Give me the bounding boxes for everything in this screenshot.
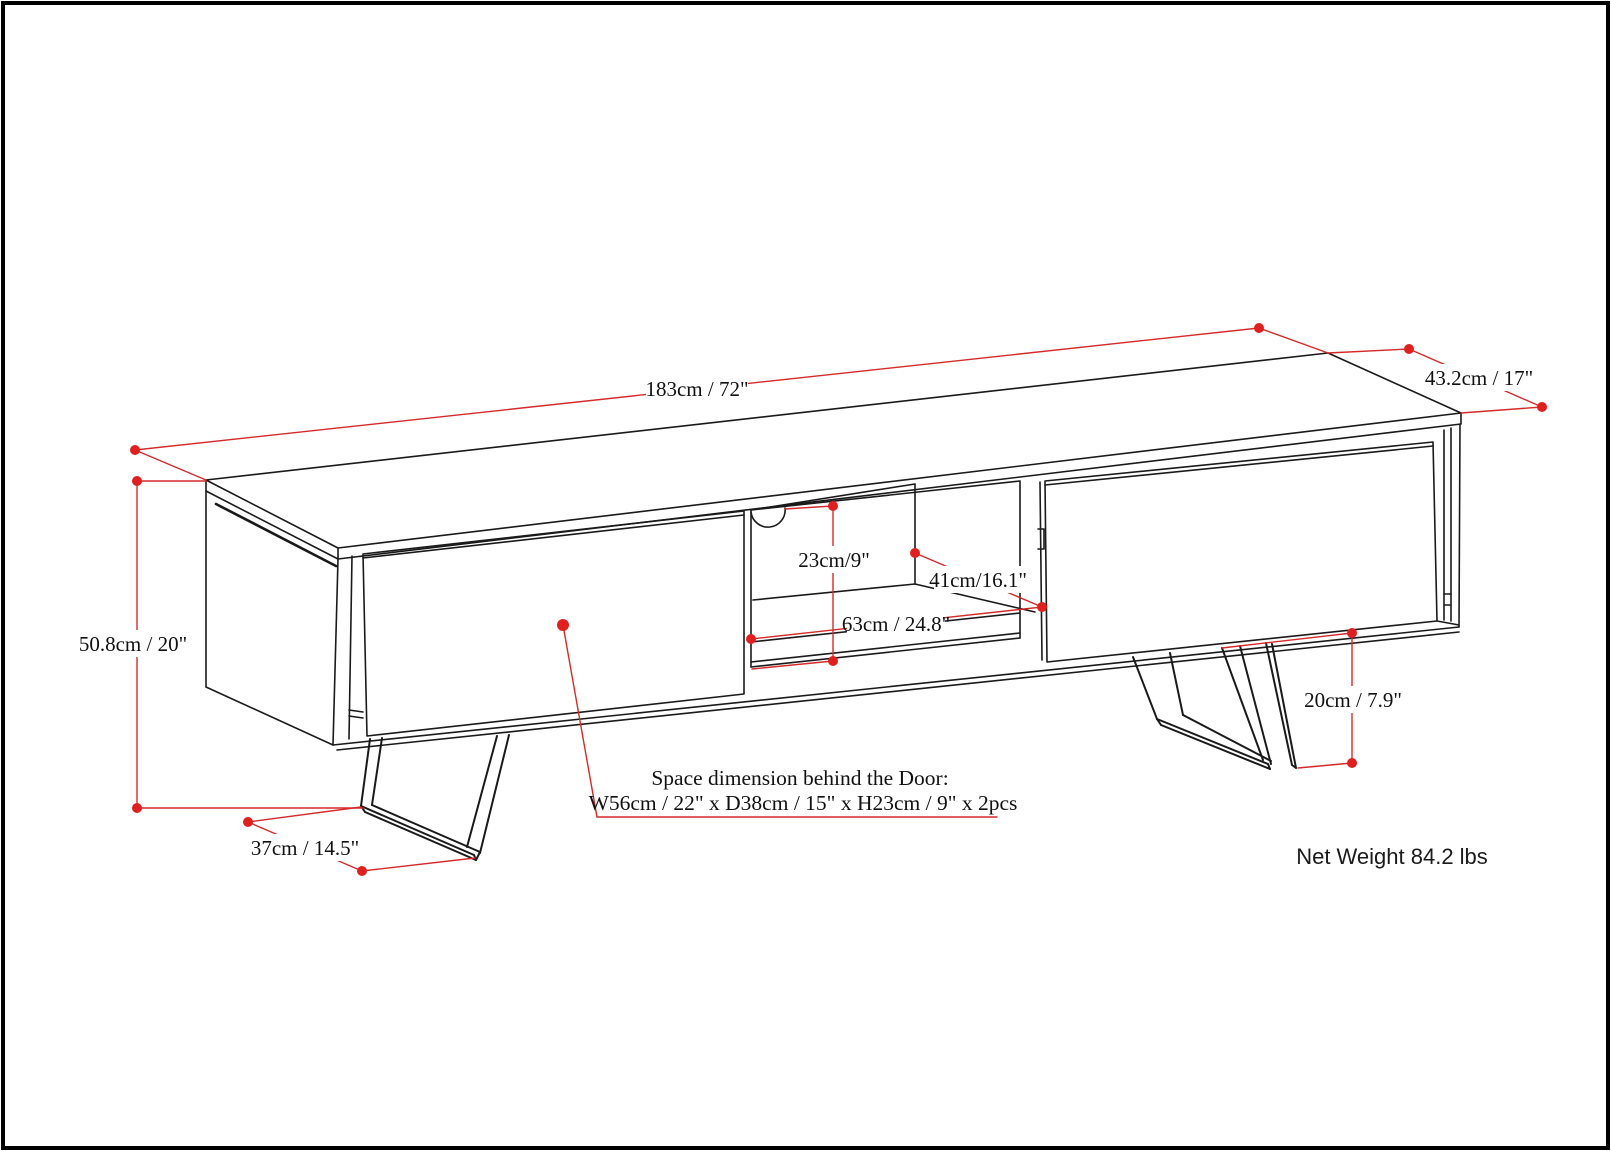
label-foot-length: 37cm / 14.5" <box>250 836 360 860</box>
right-door <box>1038 442 1437 662</box>
net-weight-label: Net Weight 84.2 lbs <box>1296 844 1488 869</box>
left-side-panel <box>206 491 338 745</box>
label-leg-height: 20cm / 7.9" <box>1304 688 1402 712</box>
door-space-title: Space dimension behind the Door: <box>651 766 949 790</box>
right-leg <box>1133 643 1296 769</box>
right-side-panel <box>1437 424 1460 627</box>
label-overall-height: 50.8cm / 20" <box>78 632 188 656</box>
left-leg <box>361 735 509 860</box>
bottom-edge <box>333 627 1459 750</box>
label-opening-height: 23cm/9" <box>798 548 870 572</box>
cable-hole <box>751 508 785 527</box>
door-space-detail: W56cm / 22" x D38cm / 15" x H23cm / 9" x 2pcs <box>588 791 1018 815</box>
page-border <box>3 3 1608 1148</box>
label-overall-width: 183cm / 72" <box>645 377 749 401</box>
label-opening-width: 63cm / 24.8" <box>841 612 951 636</box>
label-opening-depth: 41cm/16.1" <box>929 568 1027 592</box>
label-overall-depth: 43.2cm / 17" <box>1424 366 1534 390</box>
left-door <box>349 511 744 739</box>
